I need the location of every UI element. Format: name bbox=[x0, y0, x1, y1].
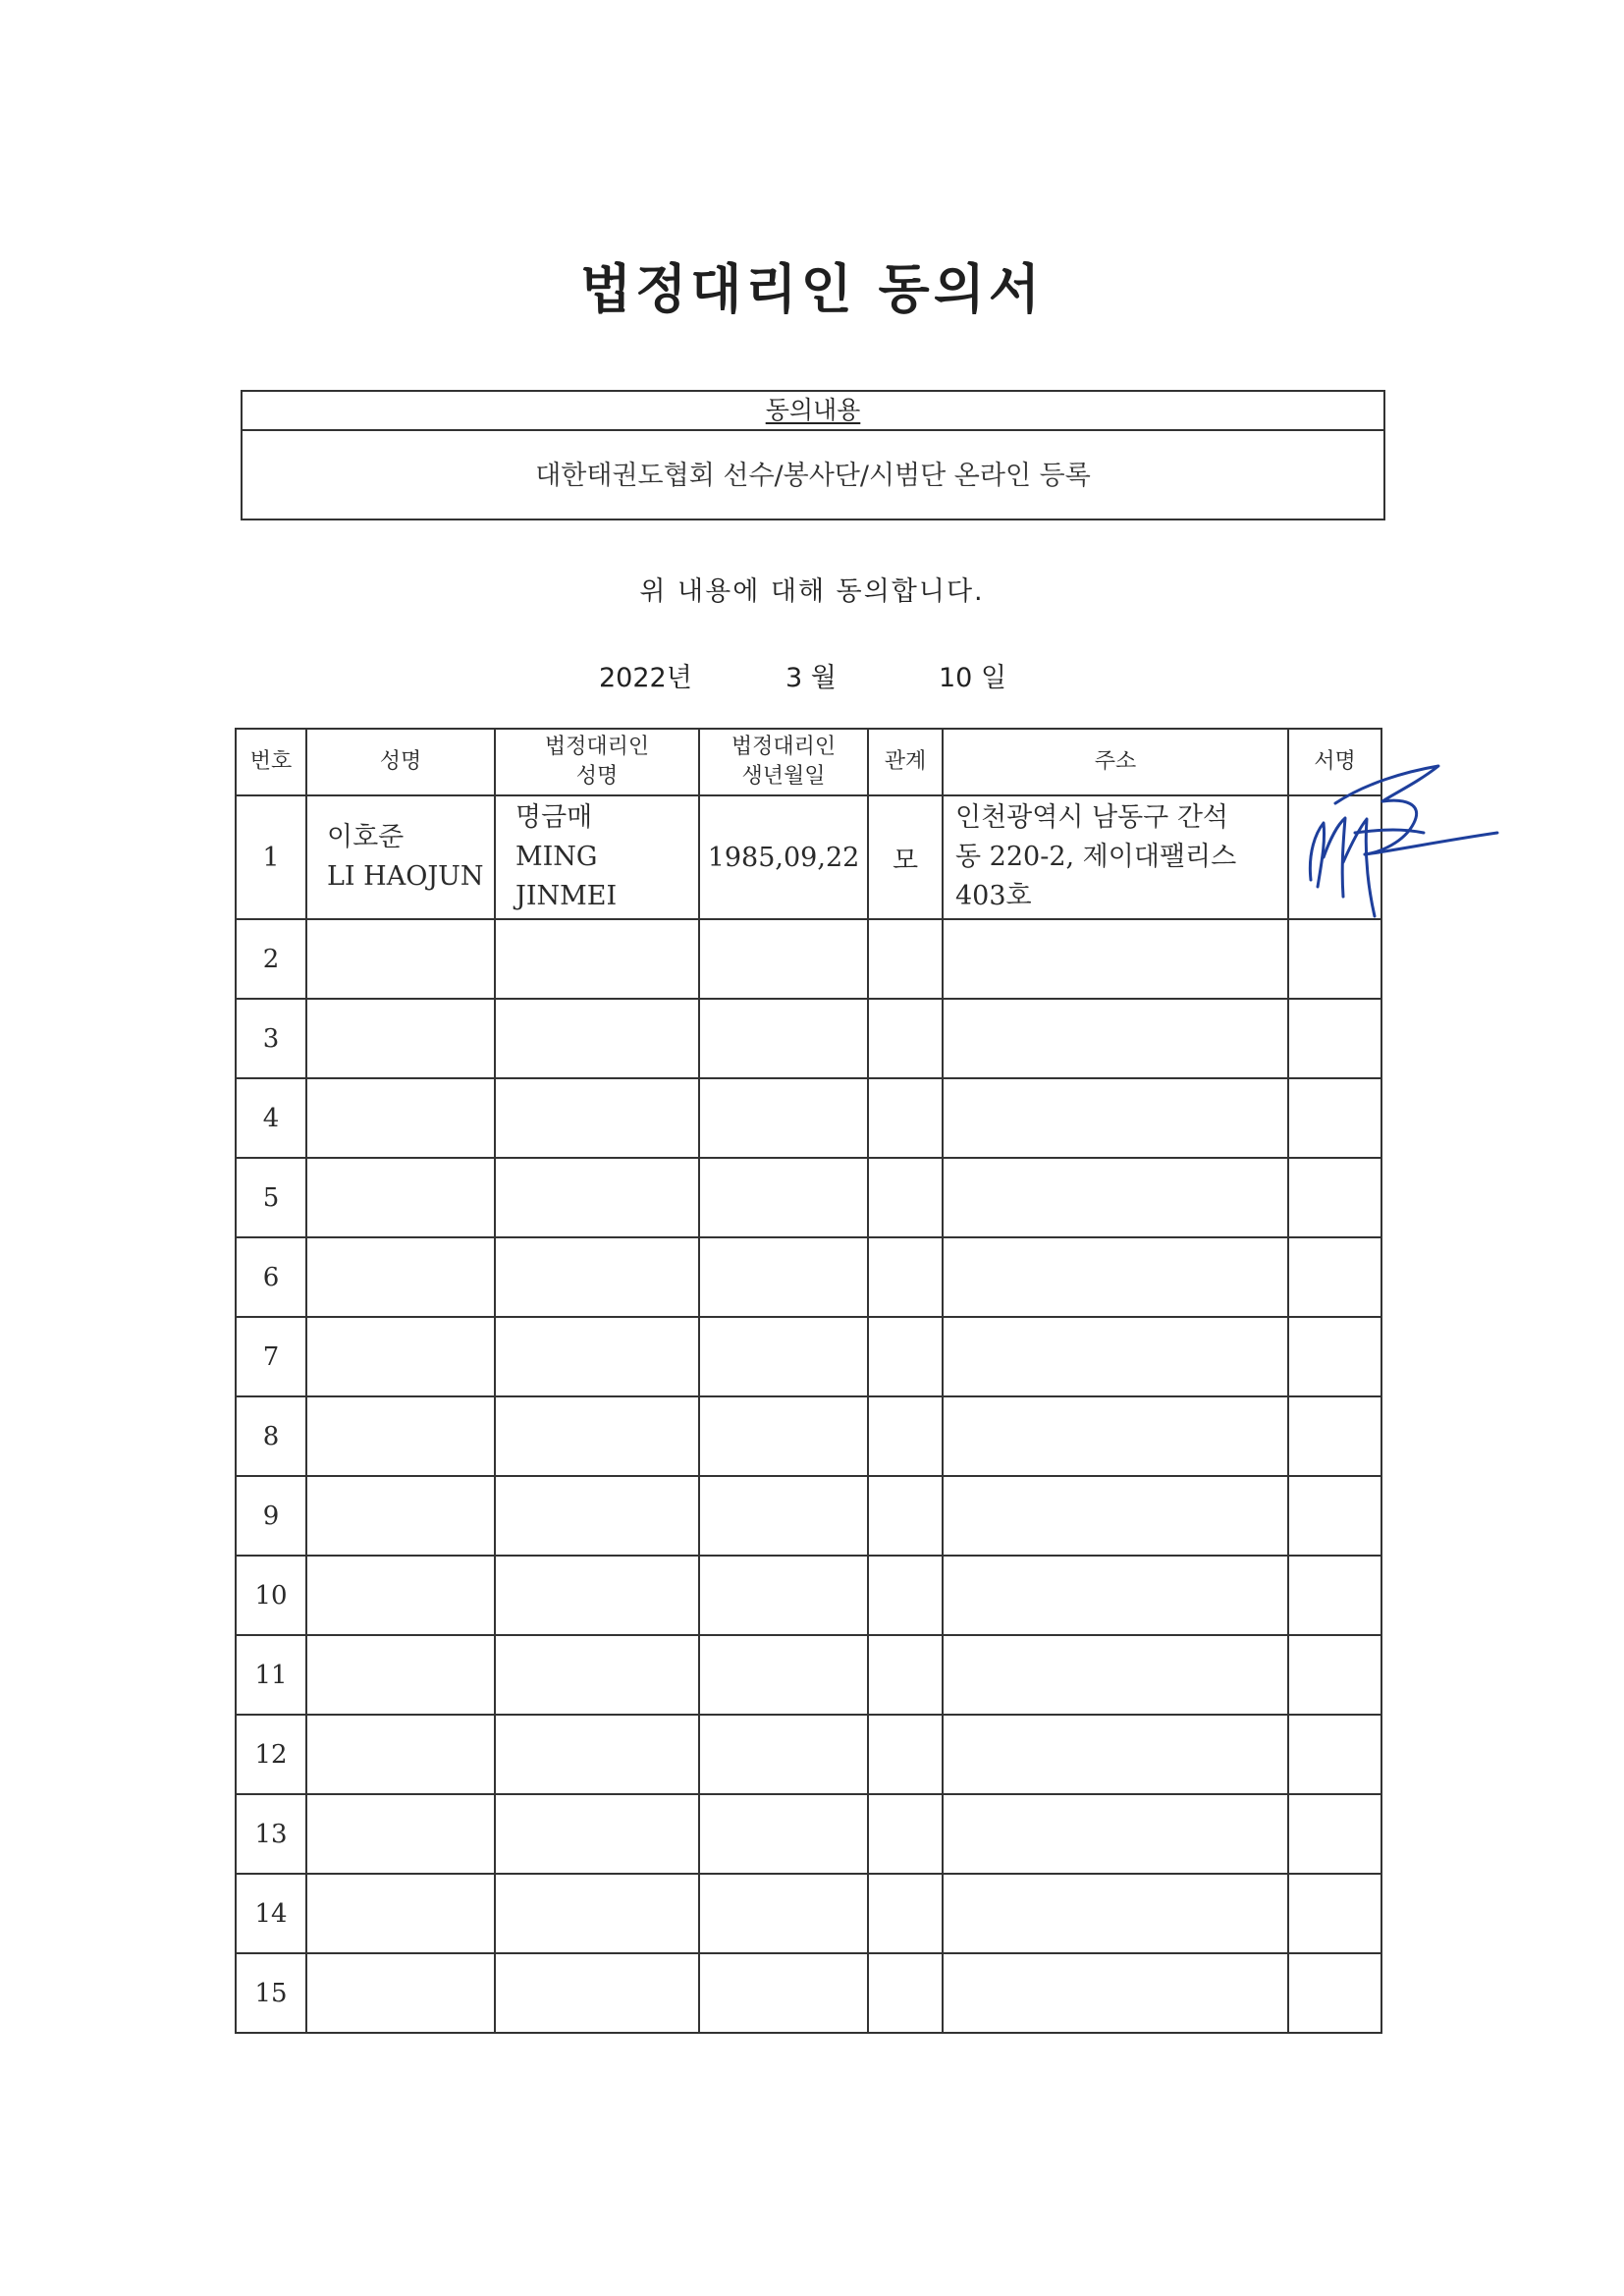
student-name bbox=[306, 1635, 495, 1715]
relation bbox=[868, 1715, 943, 1794]
student-name bbox=[306, 1715, 495, 1794]
guardian-birthdate bbox=[699, 1556, 868, 1635]
guardian-birthdate bbox=[699, 1396, 868, 1476]
guardian-name bbox=[495, 1874, 699, 1953]
document-title: 법정대리인 동의서 bbox=[579, 258, 1045, 320]
signature-cell bbox=[1288, 1158, 1381, 1237]
guardian-birthdate bbox=[699, 1953, 868, 2033]
table-row bbox=[236, 1794, 1381, 1874]
signature-cell bbox=[1288, 1874, 1381, 1953]
guardian-name-ko: 명금매 bbox=[515, 802, 593, 833]
guardian-birthdate bbox=[699, 999, 868, 1078]
date-day: 10 일 bbox=[939, 663, 1007, 693]
guardian-birthdate bbox=[699, 1635, 868, 1715]
student-name bbox=[306, 795, 495, 919]
table-row bbox=[236, 1476, 1381, 1556]
consent-statement: 위 내용에 대해 동의합니다. bbox=[639, 576, 985, 607]
guardian-birthdate bbox=[699, 1874, 868, 1953]
relation bbox=[868, 1237, 943, 1317]
table-row bbox=[236, 1317, 1381, 1396]
consent-text: 대한태권도협회 선수/봉사단/시범단 온라인 등록 bbox=[535, 461, 1091, 491]
guardian-name bbox=[495, 1715, 699, 1794]
student-name-ko: 이호준 bbox=[327, 822, 405, 852]
guardian-birthdate bbox=[699, 1078, 868, 1158]
relation bbox=[868, 1635, 943, 1715]
row-number: 10 bbox=[236, 1556, 306, 1635]
handwritten-signature bbox=[1296, 764, 1502, 931]
table-row bbox=[236, 1556, 1381, 1635]
address bbox=[943, 1237, 1288, 1317]
header-guardian-name: 법정대리인 성명 bbox=[495, 729, 699, 795]
row-number: 8 bbox=[236, 1396, 306, 1476]
row-number: 12 bbox=[236, 1715, 306, 1794]
relation bbox=[868, 999, 943, 1078]
row-number: 4 bbox=[236, 1078, 306, 1158]
guardian-birthdate bbox=[699, 919, 868, 999]
row-number: 11 bbox=[236, 1635, 306, 1715]
row-number: 7 bbox=[236, 1317, 306, 1396]
row-number: 1 bbox=[236, 795, 306, 919]
relation bbox=[868, 1874, 943, 1953]
student-name bbox=[306, 1874, 495, 1953]
table-row bbox=[236, 795, 1381, 919]
guardian-birthdate bbox=[699, 1715, 868, 1794]
relation bbox=[868, 1953, 943, 2033]
row-number: 6 bbox=[236, 1237, 306, 1317]
table-row bbox=[236, 1158, 1381, 1237]
guardian-birthdate bbox=[699, 1476, 868, 1556]
signature-cell bbox=[1288, 1237, 1381, 1317]
address bbox=[943, 1715, 1288, 1794]
student-name bbox=[306, 1396, 495, 1476]
relation bbox=[868, 919, 943, 999]
student-name bbox=[306, 999, 495, 1078]
table-row bbox=[236, 1078, 1381, 1158]
row-number: 13 bbox=[236, 1794, 306, 1874]
signature-cell bbox=[1288, 919, 1381, 999]
student-name bbox=[306, 1158, 495, 1237]
address bbox=[943, 1476, 1288, 1556]
guardian-name bbox=[495, 1794, 699, 1874]
guardian-name bbox=[495, 1953, 699, 2033]
row-number: 15 bbox=[236, 1953, 306, 2033]
signature-cell bbox=[1288, 1794, 1381, 1874]
guardian-name bbox=[495, 999, 699, 1078]
table-row bbox=[236, 1396, 1381, 1476]
address bbox=[943, 1953, 1288, 2033]
address bbox=[943, 1158, 1288, 1237]
address bbox=[943, 1635, 1288, 1715]
address bbox=[943, 1794, 1288, 1874]
guardian-table bbox=[235, 728, 1382, 2034]
signature-cell bbox=[1288, 1556, 1381, 1635]
row-number: 3 bbox=[236, 999, 306, 1078]
signature-cell bbox=[1288, 1476, 1381, 1556]
header-number: 번호 bbox=[236, 729, 306, 795]
address bbox=[943, 1078, 1288, 1158]
signature-cell bbox=[1288, 1078, 1381, 1158]
student-name bbox=[306, 1317, 495, 1396]
student-name bbox=[306, 1953, 495, 2033]
guardian-name-en: MING JINMEI bbox=[515, 842, 618, 911]
address bbox=[943, 1396, 1288, 1476]
consent-box bbox=[241, 390, 1385, 520]
guardian-name bbox=[495, 1556, 699, 1635]
signature-cell bbox=[1288, 1317, 1381, 1396]
signature-cell bbox=[1288, 1715, 1381, 1794]
row-number: 9 bbox=[236, 1476, 306, 1556]
relation bbox=[868, 1794, 943, 1874]
guardian-birthdate: 1985,09,22 bbox=[699, 795, 868, 919]
address bbox=[943, 1556, 1288, 1635]
relation bbox=[868, 1158, 943, 1237]
student-name bbox=[306, 1794, 495, 1874]
table-row bbox=[236, 1635, 1381, 1715]
guardian-name bbox=[495, 1476, 699, 1556]
address bbox=[943, 1317, 1288, 1396]
signature-cell bbox=[1288, 1396, 1381, 1476]
signature-cell bbox=[1288, 999, 1381, 1078]
address bbox=[943, 1874, 1288, 1953]
guardian-name bbox=[495, 1396, 699, 1476]
student-name bbox=[306, 1078, 495, 1158]
header-name: 성명 bbox=[306, 729, 495, 795]
relation bbox=[868, 1556, 943, 1635]
guardian-birthdate bbox=[699, 1317, 868, 1396]
date-year: 2022년 bbox=[599, 663, 692, 693]
guardian-name bbox=[495, 795, 699, 919]
date-month: 3 월 bbox=[785, 663, 837, 693]
guardian-name bbox=[495, 1078, 699, 1158]
guardian-name bbox=[495, 919, 699, 999]
header-address: 주소 bbox=[943, 729, 1288, 795]
table-row bbox=[236, 1715, 1381, 1794]
row-number: 2 bbox=[236, 919, 306, 999]
header-relation: 관계 bbox=[868, 729, 943, 795]
guardian-name bbox=[495, 1317, 699, 1396]
guardian-name bbox=[495, 1237, 699, 1317]
relation: 모 bbox=[868, 795, 943, 919]
relation bbox=[868, 1476, 943, 1556]
student-name bbox=[306, 1476, 495, 1556]
relation bbox=[868, 1078, 943, 1158]
guardian-name bbox=[495, 1635, 699, 1715]
address bbox=[943, 999, 1288, 1078]
guardian-birthdate bbox=[699, 1794, 868, 1874]
header-guardian-birth: 법정대리인 생년월일 bbox=[699, 729, 868, 795]
relation bbox=[868, 1396, 943, 1476]
student-name bbox=[306, 1556, 495, 1635]
consent-heading: 동의내용 bbox=[243, 392, 1383, 431]
guardian-birthdate bbox=[699, 1158, 868, 1237]
table-row bbox=[236, 1237, 1381, 1317]
signature-cell bbox=[1288, 1953, 1381, 2033]
student-name-en: LI HAOJUN bbox=[327, 861, 484, 892]
guardian-birthdate bbox=[699, 1237, 868, 1317]
guardian-name bbox=[495, 1158, 699, 1237]
table-header-row bbox=[236, 729, 1381, 795]
signature-cell bbox=[1288, 1635, 1381, 1715]
relation bbox=[868, 1317, 943, 1396]
row-number: 14 bbox=[236, 1874, 306, 1953]
student-name bbox=[306, 919, 495, 999]
student-name bbox=[306, 1237, 495, 1317]
table-row bbox=[236, 1874, 1381, 1953]
address bbox=[943, 919, 1288, 999]
table-row bbox=[236, 999, 1381, 1078]
address: 인천광역시 남동구 간석 동 220-2, 제이대팰리스 403호 bbox=[943, 795, 1288, 919]
table-row bbox=[236, 919, 1381, 999]
row-number: 5 bbox=[236, 1158, 306, 1237]
table-row bbox=[236, 1953, 1381, 2033]
header-signature: 서명 bbox=[1288, 729, 1381, 795]
